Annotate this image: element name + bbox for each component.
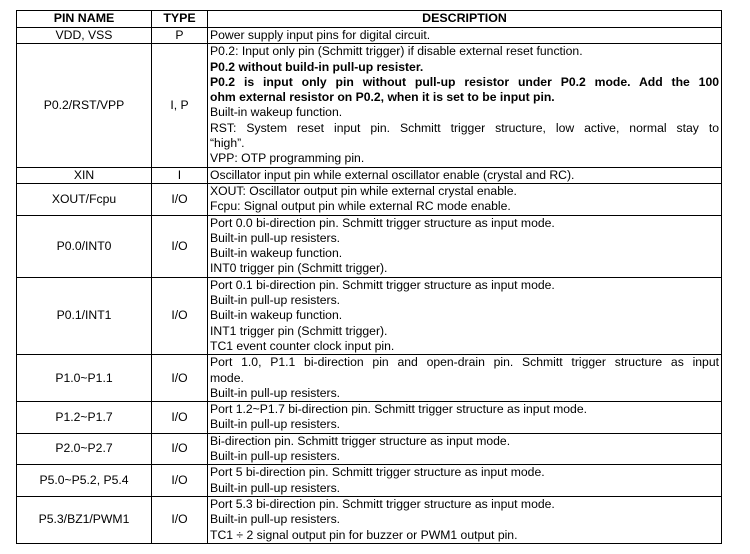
description-line: Built-in pull-up resisters. [210,480,341,495]
pin-name-cell: P2.0~P2.7 [17,433,152,465]
pin-name-cell: XIN [17,167,152,183]
table-body [17,28,722,544]
pin-description-cell [208,433,722,465]
pin-name-cell: P5.0~P5.2, P5.4 [17,465,152,497]
description-line: P0.2 without build-in pull-up resister. [210,59,424,74]
description-line: ohm external resistor on P0.2, when it is set to be input pin. [210,90,555,105]
pin-name-cell: P1.2~P1.7 [17,402,152,434]
pin-type-cell: I/O [152,433,208,465]
description-line: Port 5.3 bi-direction pin. Schmitt trigger structure as input mode. [210,496,555,511]
table-row [17,183,722,215]
table-row [17,167,722,183]
pin-description-cell [208,355,722,402]
pin-type-cell: I/O [152,496,208,543]
pin-type-cell: I/O [152,183,208,215]
description-line: Port 0.1 bi-direction pin. Schmitt trigger structure as input mode. [210,277,555,292]
pin-type-cell: I/O [152,465,208,497]
description-line: TC1 ÷ 2 signal output pin for buzzer or PWM1 output pin. [210,527,518,542]
description-line: Bi-direction pin. Schmitt trigger structure as input mode. [210,433,511,448]
pin-type-cell: I/O [152,355,208,402]
header-description: DESCRIPTION [208,11,722,28]
pin-description-cell [208,215,722,277]
description-line: INT0 trigger pin (Schmitt trigger). [210,261,388,276]
description-line: Built-in pull-up resisters. [210,293,341,308]
description-line: mode. [210,370,244,385]
description-line: INT1 trigger pin (Schmitt trigger). [210,323,388,338]
description-line: Built-in wakeup function. [210,246,343,261]
pin-description-table [16,10,722,544]
table-row [17,215,722,277]
pin-name-cell: XOUT/Fcpu [17,183,152,215]
header-row [17,11,722,28]
description-line: P0.2: Input only pin (Schmitt trigger) if disable external reset function. [210,44,583,59]
description-line: “high”. [210,136,245,151]
pin-description-cell [208,167,722,183]
table-row [17,355,722,402]
pin-description-cell [208,28,722,44]
description-line: Oscillator input pin while external oscillator enable (crystal and RC). [210,167,575,182]
pin-description-cell [208,44,722,167]
description-line: Built-in wakeup function. [210,105,343,120]
pin-description-cell [208,277,722,354]
pin-description-cell [208,402,722,434]
description-line: Built-in wakeup function. [210,308,343,323]
pin-type-cell: I/O [152,215,208,277]
table-row [17,277,722,354]
pin-name-cell: P1.0~P1.1 [17,355,152,402]
description-line: Port 1.0, P1.1 bi-direction pin and open-drain pin. Schmitt trigger structure as input [210,355,719,370]
header-pin-name: PIN NAME [17,11,152,28]
description-line: RST: System reset input pin. Schmitt trigger structure, low active, normal stay to [210,120,719,135]
table-row [17,433,722,465]
description-line: Built-in pull-up resisters. [210,385,341,400]
description-line: Port 0.0 bi-direction pin. Schmitt trigger structure as input mode. [210,215,555,230]
table-header [17,11,722,28]
description-line: Power supply input pins for digital circuit. [210,28,431,42]
header-type: TYPE [152,11,208,28]
description-line: Built-in pull-up resisters. [210,449,341,464]
description-line: Port 1.2~P1.7 bi-direction pin. Schmitt trigger structure as input mode. [210,402,587,417]
description-line: P0.2 is input only pin without pull-up resistor under P0.2 mode. Add the 100 [210,74,719,89]
description-line: XOUT: Oscillator output pin while external crystal enable. [210,183,517,198]
pin-description-cell [208,183,722,215]
pin-type-cell: P [152,28,208,44]
pin-type-cell: I [152,167,208,183]
description-line: Port 5 bi-direction pin. Schmitt trigger structure as input mode. [210,465,545,480]
pin-name-cell: VDD, VSS [17,28,152,44]
pin-name-cell: P0.0/INT0 [17,215,152,277]
pin-description-cell [208,465,722,497]
table-row [17,465,722,497]
pin-type-cell: I, P [152,44,208,167]
pin-name-cell: P0.2/RST/VPP [17,44,152,167]
pin-name-cell: P0.1/INT1 [17,277,152,354]
table-row [17,44,722,167]
pin-type-cell: I/O [152,277,208,354]
table-row [17,496,722,543]
description-line: Built-in pull-up resisters. [210,417,341,432]
description-line: VPP: OTP programming pin. [210,151,365,166]
description-line: Built-in pull-up resisters. [210,512,341,527]
table-row [17,402,722,434]
table-row [17,28,722,44]
description-line: Built-in pull-up resisters. [210,230,341,245]
description-line: TC1 event counter clock input pin. [210,338,395,353]
pin-name-cell: P5.3/BZ1/PWM1 [17,496,152,543]
pin-type-cell: I/O [152,402,208,434]
description-line: Fcpu: Signal output pin while external RC mode enable. [210,199,511,214]
pin-description-cell [208,496,722,543]
